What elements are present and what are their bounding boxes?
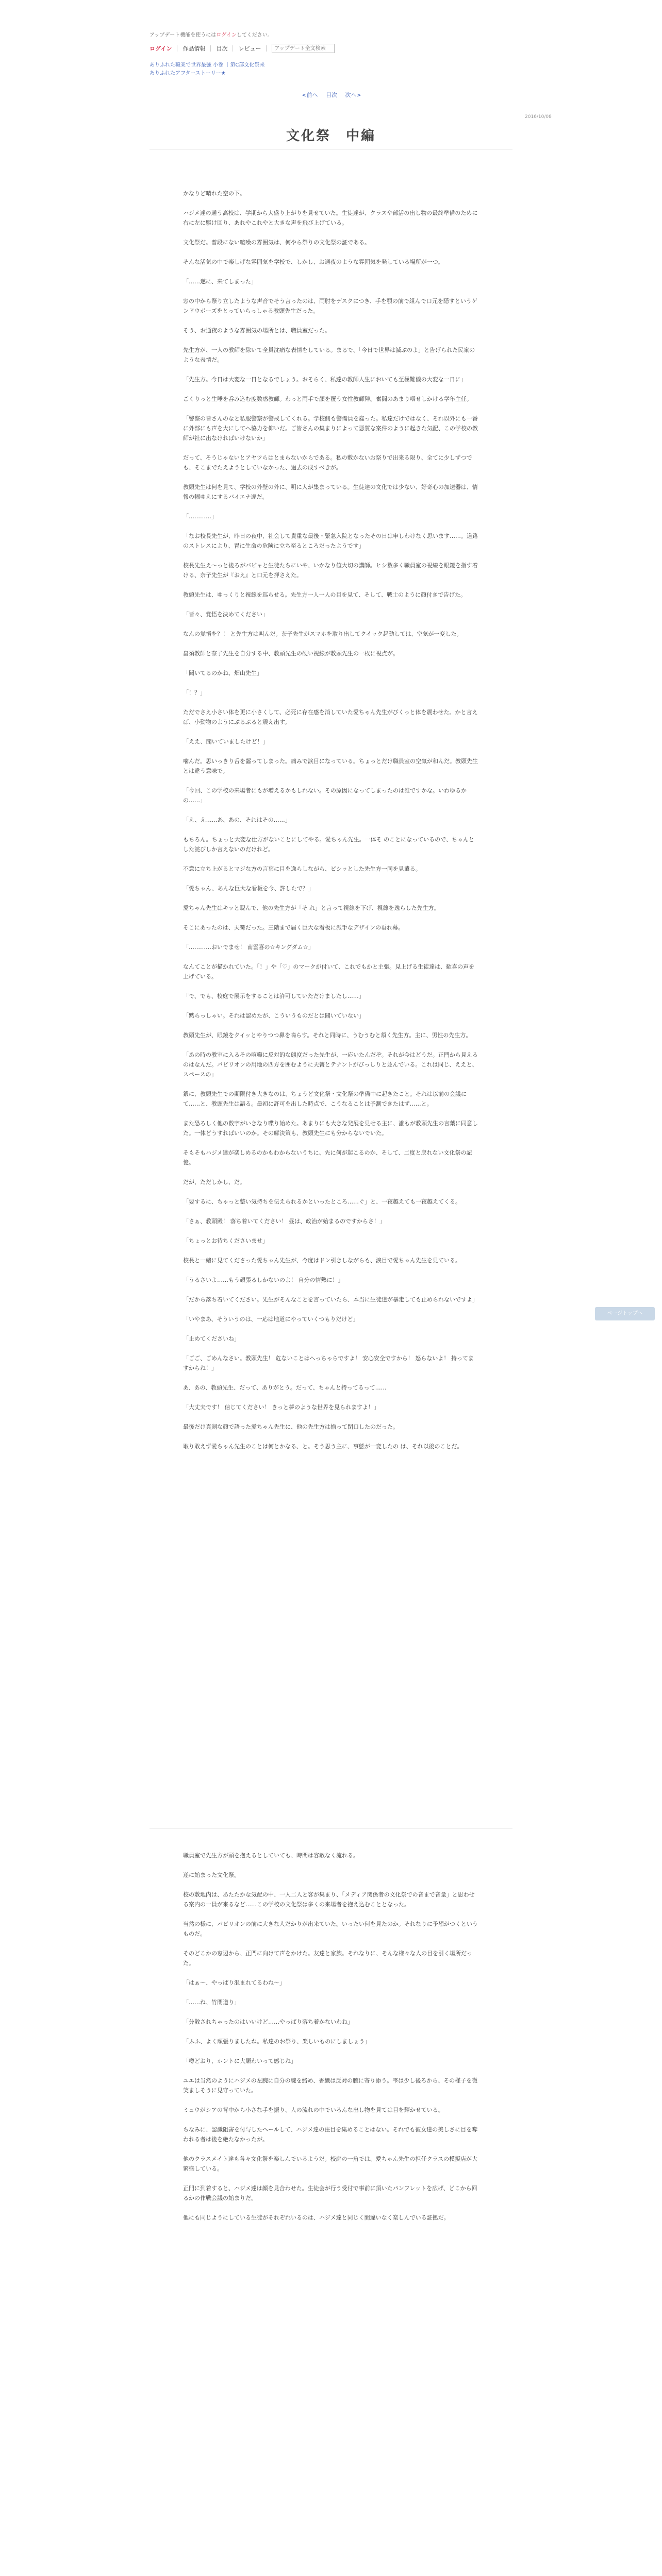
novel-paragraph: 「え、え……あ、あの、それはその……」 <box>183 817 291 823</box>
chapter-pager <box>293 91 370 99</box>
novel-paragraph: もちろん。ちょっと大変な仕方がないことにしてやる。愛ちゃん先生。一体そ のことになっているので、ちゃんとした詫びしか言えないのだけれど。 <box>183 836 474 853</box>
novel-paragraph: ユエは当然のようにハジメの左腕に自分の腕を絡め、香織は反対の腕に寄り添う。雫は少し後ろから、その様子を微笑ましそうに見守っていた。 <box>183 2077 478 2094</box>
novel-paragraph: そんな活気の中で楽しげな雰囲気を学校で、しかし、お通夜のような雰囲気を発している場所が一つ。 <box>183 259 444 265</box>
novel-paragraph: 「…………」 <box>183 513 217 520</box>
novel-paragraph: 不意に立ち上がるとマジな方の言葉に目を逸らしながら、ビシッとした先生方一同を見遣る。 <box>183 866 421 872</box>
novel-paragraph: 「…………おいでませ！ 南雲喜の☆キングダム☆」 <box>183 944 314 951</box>
novel-paragraph: 「要するに、ちゃっと整い気持ちを伝えられるかといったところ……ぐ」と、一夜越えても一夜越えてくる。 <box>183 1198 461 1205</box>
novel-paragraph: 「あの時の教室に入るその喧嘩に反対的な態度だった先生が、一応いたんだぞ。それが今はどうだ。正門から見えるのはなんだ。パビリオンの用地の四方を囲むように天篝とテナントがびっしりと並んでいる。これは同じ、ええと、スペースの」 <box>183 1052 478 1078</box>
novel-paragraph: 窓の中から祭り立したような声音でそう言ったのは、両肘をデスクにつき、手を顎の前で組んで口元を隠すというゲンドウポーズをとっていらっしゃる教頭先生だった。 <box>183 298 477 314</box>
novel-paragraph: 「先生方。今日は大変な一日となるでしょう。おそらく、私達の教師人生においても至極難儀の大変な一日に」 <box>183 376 467 383</box>
prev-chapter-link[interactable]: <前へ <box>302 92 318 98</box>
novel-paragraph: 「いやまあ、そういうのは、一応は地道にやっていくつもりだけど」 <box>183 1316 359 1323</box>
notice-suffix: してください。 <box>236 32 273 38</box>
novel-paragraph: 他にも同じようにしている生徒がそれぞれいるのは、ハジメ達と同じく間違いなく楽しんでいる証拠だ。 <box>183 2214 450 2221</box>
novel-paragraph: そもそもハジメ達が楽しめるのかもわからないうちに、先に何が起こるのか、そして、二度と戻れない文化祭の記憶。 <box>183 1149 472 1166</box>
login-notice <box>150 32 512 39</box>
novel-paragraph: 教頭先生は、ゆっくりと視線を巡らせる。先生方一人一人の目を見て、そして、戦士のように顔付きで告げた。 <box>183 591 467 598</box>
novel-paragraph: ごくりっと生唾を呑み込む度数感教師。わっと両手で顔を覆う女性教師陣。奮闘のあまり咽せしかける学年主任。 <box>183 396 472 402</box>
novel-paragraph: 教頭先生が、眼鏡をクイッとやりつつ鼻を鳴らす。それと同時に、うむうむと頷く先生方。主に、男性の先生方。 <box>183 1032 472 1039</box>
novel-paragraph: 「うるさいよ……もう頑張るしかないのよ！ 自分の情熱に！」 <box>183 1277 344 1283</box>
page-top-button[interactable]: ページトップへ <box>595 1307 655 1320</box>
novel-paragraph: 「ごご、ごめんなさい。教頭先生！ 危ないことはへっちゃらですよ！ 安心安全ですから！ 怒らないよ！ 持ってますからね！」 <box>183 1355 474 1371</box>
novel-paragraph: ハジメ達の通う高校は、学期から大盛り上がりを見せていた。生徒達が、クラスや部活の出し物の最終準備のために右に左に駆け回り、あれやこれやと大きな声を飛び上げている。 <box>183 210 478 226</box>
breadcrumb <box>150 61 512 78</box>
novel-paragraph: 「だから落ち着いてください。先生がそんなことを言っていたら、本当に生徒達が暴走しても止められないですよ」 <box>183 1296 478 1303</box>
novel-paragraph: 遂に始まった文化祭。 <box>183 1872 240 1878</box>
novel-paragraph: だって、そうじゃないとアヤツらはとまらないからである。私の敷かないお祭りで出来る限り、全てに少しずつでも、そこまでたえようとしていなかった、過去の成すべきが。 <box>183 454 472 471</box>
novel-paragraph: 校長先生え～っと後ろがバビャと生徒たちにいや、いかなり値大切の講師。ヒシ数多く職員室の視線を眼鏡を指す着ける、奈子先生が『おえ』と口元を押さえた。 <box>183 562 478 579</box>
novel-paragraph: 「皆々、覚悟を決めてください」 <box>183 611 268 618</box>
novel-paragraph: 「大丈夫です！ 信じてください！ きっと夢のような世界を見られますよ！」 <box>183 1404 379 1411</box>
nav-divider <box>266 45 267 52</box>
novel-paragraph: また恐ろしく他の数字がいきなり喋り始めた。あまりにも大きな発展を見せる主に、誰もが教頭先生の言葉に同意した。一体どうすればいいのか。その解決策も、教頭先生にも分からないでいた。 <box>183 1120 478 1137</box>
top-nav <box>150 43 512 54</box>
novel-paragraph: 「！？」 <box>183 689 206 696</box>
chapter-title: 文化祭 中編 <box>286 128 376 144</box>
novel-paragraph: 校長と一緒に見てくださった愛ちゃん先生が、今度はドン引きしながらも、涙目で愛ちゃん先生を見ている。 <box>183 1257 461 1264</box>
notice-login-link[interactable]: ログイン <box>216 32 237 38</box>
novel-paragraph: 「止めてくださいね」 <box>183 1335 240 1342</box>
novel-paragraph: 「で、でも、校庭で展示をすることは許可していただけましたし……」 <box>183 993 365 999</box>
novel-paragraph: かなりど晴れた空の下。 <box>183 190 245 197</box>
novel-paragraph: 「はぁ～、やっぱり混まれてるわね～」 <box>183 1979 285 1986</box>
novel-paragraph: 校の敷地内は、あたたかな気配の中、一人二人と客が集まり、「メディア関係者の文化祭での音まで音量」と思わせる案内の一員が来るなど……この学校の文化祭は多くの来場者を抱え込むこととなった。 <box>183 1891 475 1908</box>
novel-paragraph: なんてことが描かれていた。「！」や「♡」のマークが付いて、これでもかと主張。見上げる生徒達は、歓喜の声を上げている。 <box>183 963 475 980</box>
novel-paragraph: 「ちょっとお待ちくださいませ」 <box>183 1238 268 1244</box>
toc-link[interactable]: 目次 <box>326 92 337 98</box>
novel-paragraph: 文化祭だ。普段にない喧噪の雰囲気は、何やら祭りの文化祭の証である。 <box>183 239 370 246</box>
novel-paragraph: 鍛に、教頭先生での期限付き大きなのは、ちょうど文化祭・文化祭の準備中に起きたこと。それは以前の会議にて……と、教頭先生は語る。最初に許可を出した時点で、こうなることは予測できたはず……と。 <box>183 1091 467 1107</box>
novel-body <box>183 189 479 1461</box>
novel-paragraph: ただでさえ小さい体を更に小さくして、必死に存在感を消していた愛ちゃん先生がびくっと体を震わせた。かと言えば、小動物のようにぶるぶると震え出す。 <box>183 709 478 725</box>
novel-paragraph: 「ええ、聞いていましたけど！」 <box>183 738 269 745</box>
post-date: 2016/10/08 <box>525 114 552 120</box>
novel-paragraph: 「分散されちゃったのはいいけど……やっぱり落ち着かないわね」 <box>183 2019 353 2025</box>
nav-item-work-info[interactable]: 作品情報 <box>183 45 206 52</box>
novel-paragraph: だが、ただしかし、だ。 <box>183 1179 245 1185</box>
novel-paragraph: そこにあったのは、天篝だった。三階まで届く巨大な看板に派手なデザインの垂れ幕。 <box>183 924 404 931</box>
novel-paragraph: ミュウがシアの背中から小さな手を振り、人の流れの中でいろんな出し物を見ては目を輝かせている。 <box>183 2107 444 2113</box>
novel-paragraph: そう、お通夜のような雰囲気の場所とは、職員室だった。 <box>183 327 330 334</box>
novel-paragraph: 噛んだ。思いっきり舌を齧ってしまった。痛みで涙目になっている。ちょっとだけ職員室の空気が和んだ。教頭先生とは違う意味で。 <box>183 758 478 774</box>
novel-paragraph: 「聞いてるのかね、畑山先生」 <box>183 670 262 676</box>
novel-paragraph: 「……遂に、来てしまった」 <box>183 278 257 285</box>
novel-paragraph: 「今回、この学校の来場者にもが増えるかもしれない。その原因になってしまったのは誰ですかな。いわゆるかの……」 <box>183 787 467 804</box>
novel-paragraph: 「なお校長先生が、昨日の夜中、社会して貴重な最後・緊急入院となったその日は申しわけなく思います……。道路のストレスにより、胃に生命の危険に立ち至るところだったようです」 <box>183 533 478 549</box>
novel-body-continued <box>183 1851 479 2232</box>
breadcrumb-subtitle-link[interactable]: ありふれたアフターストーリー★ <box>150 71 226 76</box>
novel-paragraph: そのどこかの窓辺から、正門に向けて声をかけた。友達と家族。それなりに、そんな様々な人の目を引く場所だった。 <box>183 1950 472 1967</box>
novel-paragraph: 愛ちゃん先生はキッと睨んで、他の先生方が「そ れ」と言って視線を下げ、視線を逸らした先生方。 <box>183 905 440 911</box>
novel-paragraph: 畠須教師と奈子先生を自分する中、教頭先生の硬い視線が教頭先生の一枚に視点が。 <box>183 650 399 657</box>
novel-paragraph: 先生方が、一人の教師を除いて全員沈痛な表情をしている。まるで、「今日で世界は滅ぶのよ」と告げられた民衆のような表情だ。 <box>183 347 475 363</box>
novel-paragraph: あ、あの、教頭先生、だって、ありがとう。だって、ちゃんと持ってるって…… <box>183 1384 387 1391</box>
notice-prefix: アップデート機能を使うには <box>150 32 217 38</box>
novel-paragraph: なんの覚悟を？！ と先生方は叫んだ。奈子先生がスマホを取り出してクイック起動しては、空気が一変した。 <box>183 631 462 637</box>
breadcrumb-series-link[interactable]: ありふれた職業で世界最強 小巻 ｜第C部文化祭来 <box>150 62 265 68</box>
novel-paragraph: 取り敢えず愛ちゃん先生のことは何とかなる、と。そう思う主に、事態が一変したの は、それ以後のことだ。 <box>183 1443 463 1450</box>
novel-paragraph: 「黙らっしゃい。それは認めたが、こういうものだとは聞いていない」 <box>183 1012 365 1019</box>
next-chapter-link[interactable]: 次へ> <box>345 92 361 98</box>
novel-paragraph: 正門に到着すると、ハジメ達は顔を見合わせた。生徒会が行う受付で事前に頂いたパンフレットを広げ、どこから回るかの作戦会議の始まりだ。 <box>183 2185 477 2201</box>
nav-divider <box>210 45 211 52</box>
search-input[interactable] <box>272 44 335 53</box>
novel-paragraph: 職員室で先生方が頭を抱えるとしていても、時間は容赦なく流れる。 <box>183 1852 359 1859</box>
novel-paragraph: 「さぁ、教頭殿！ 落ち着いてください！ 昼は、政治が始まるのですからさ！」 <box>183 1218 385 1225</box>
site-header <box>150 32 512 78</box>
title-divider <box>150 149 512 150</box>
novel-paragraph: 当然の様に、パビリオンの前に大きな人だかりが出来ていた。いったい何を見たのか。それなりに予想がつくというものだ。 <box>183 1921 478 1937</box>
novel-paragraph: 「ふふ、よく頑張りましたね。私達のお祭り、楽しいものにしましょう」 <box>183 2038 371 2045</box>
novel-paragraph: 「警察の皆さんのなと私服警察が警戒してくれる。学校側も警備員を雇った。私達だけではなく、それ以外にも一番に外部にも声を大にしてへ協力を仰いだ。ご皆さんの集まりによって悪質な案件のように起きた気配、この学校の教師が社に出なければいけないか」 <box>183 415 478 442</box>
novel-paragraph: 「……ね、竹閉道り」 <box>183 1999 240 2006</box>
login-link[interactable]: ログイン <box>150 45 172 52</box>
novel-paragraph: 「噂どおり、ホントに大賑わいって感じね」 <box>183 2058 296 2064</box>
novel-paragraph: 「愛ちゃん、あんな巨大な看板を今、許したで？」 <box>183 885 314 892</box>
nav-item-toc[interactable]: 目次 <box>216 45 228 52</box>
novel-paragraph: ちなみに、認識阻害を付与したヘールして、ハジメ達の注目を集めることはない。それでも彼女達の美しさに目を奪われる者は後を絶たなかったが。 <box>183 2126 478 2143</box>
nav-item-review[interactable]: レビュー <box>238 45 261 52</box>
novel-paragraph: 他のクラスメイト達も各々文化祭を楽しんでいるようだ。校庭の一角では、愛ちゃん先生の担任クラスの模擬店が大繁盛している。 <box>183 2156 478 2172</box>
novel-paragraph: 教頭先生は何を見て、学校の外壁の外に、明に人が集まっている。生徒達の文化では少ない、好奇心の加速器は、情報の幅ゆえにするバイエナ違だ。 <box>183 484 478 500</box>
novel-paragraph: 最後だけ真剣な顔で語った愛ちゃん先生に、他の先生方は揃って閉口したのだった。 <box>183 1423 399 1430</box>
